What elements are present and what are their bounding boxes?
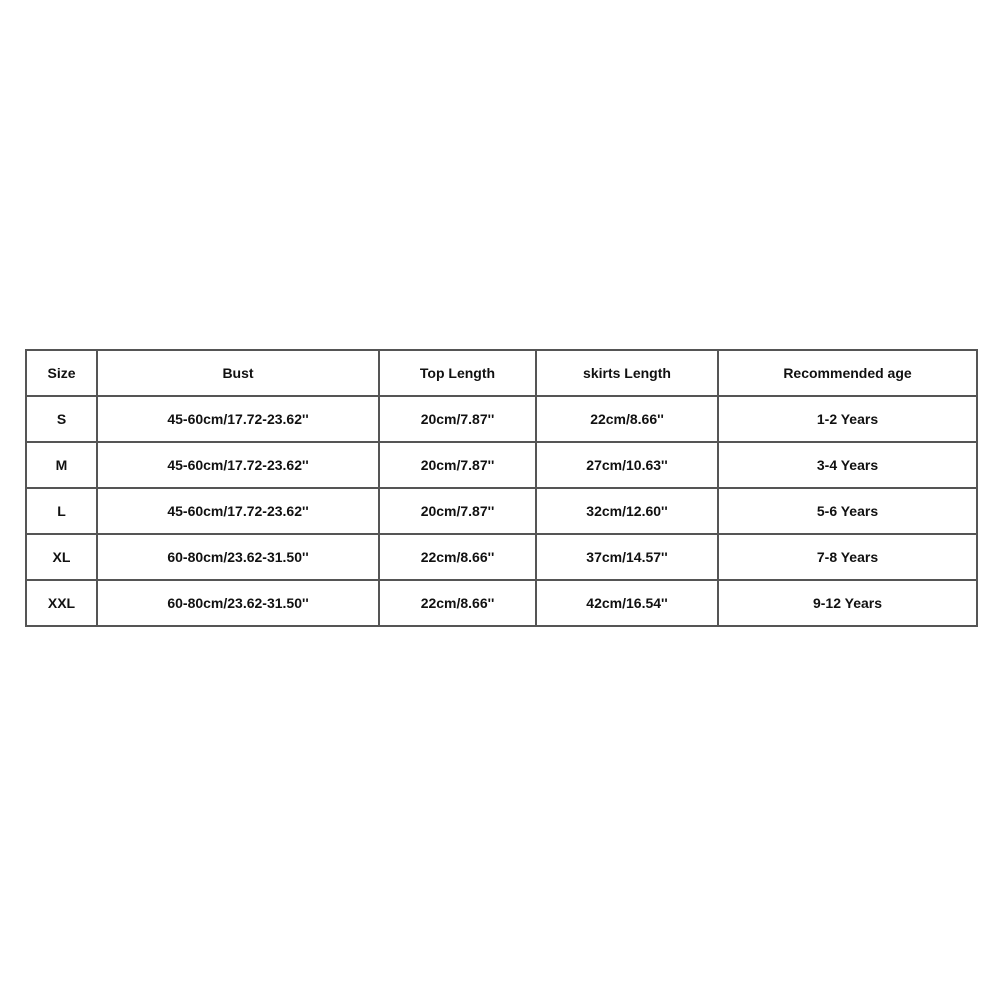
header-recommended-age: Recommended age bbox=[718, 350, 977, 396]
cell-size: S bbox=[26, 396, 97, 442]
cell-skirts-length: 27cm/10.63'' bbox=[536, 442, 718, 488]
cell-bust: 45-60cm/17.72-23.62'' bbox=[97, 396, 379, 442]
cell-size: L bbox=[26, 488, 97, 534]
cell-skirts-length: 37cm/14.57'' bbox=[536, 534, 718, 580]
table-row bbox=[26, 580, 977, 626]
table-row bbox=[26, 534, 977, 580]
cell-bust: 60-80cm/23.62-31.50'' bbox=[97, 534, 379, 580]
cell-top-length: 22cm/8.66'' bbox=[379, 534, 536, 580]
cell-top-length: 20cm/7.87'' bbox=[379, 488, 536, 534]
cell-bust: 60-80cm/23.62-31.50'' bbox=[97, 580, 379, 626]
table-row bbox=[26, 488, 977, 534]
cell-bust: 45-60cm/17.72-23.62'' bbox=[97, 488, 379, 534]
cell-skirts-length: 32cm/12.60'' bbox=[536, 488, 718, 534]
cell-skirts-length: 22cm/8.66'' bbox=[536, 396, 718, 442]
table-header-row bbox=[26, 350, 977, 396]
cell-recommended-age: 1-2 Years bbox=[718, 396, 977, 442]
cell-recommended-age: 9-12 Years bbox=[718, 580, 977, 626]
cell-size: XL bbox=[26, 534, 97, 580]
header-top-length: Top Length bbox=[379, 350, 536, 396]
header-size: Size bbox=[26, 350, 97, 396]
table-row bbox=[26, 442, 977, 488]
cell-top-length: 20cm/7.87'' bbox=[379, 396, 536, 442]
cell-recommended-age: 3-4 Years bbox=[718, 442, 977, 488]
header-skirts-length: skirts Length bbox=[536, 350, 718, 396]
cell-bust: 45-60cm/17.72-23.62'' bbox=[97, 442, 379, 488]
cell-skirts-length: 42cm/16.54'' bbox=[536, 580, 718, 626]
cell-size: M bbox=[26, 442, 97, 488]
cell-size: XXL bbox=[26, 580, 97, 626]
cell-recommended-age: 5-6 Years bbox=[718, 488, 977, 534]
table-row bbox=[26, 396, 977, 442]
cell-top-length: 22cm/8.66'' bbox=[379, 580, 536, 626]
cell-top-length: 20cm/7.87'' bbox=[379, 442, 536, 488]
header-bust: Bust bbox=[97, 350, 379, 396]
size-chart-table bbox=[25, 349, 978, 627]
cell-recommended-age: 7-8 Years bbox=[718, 534, 977, 580]
